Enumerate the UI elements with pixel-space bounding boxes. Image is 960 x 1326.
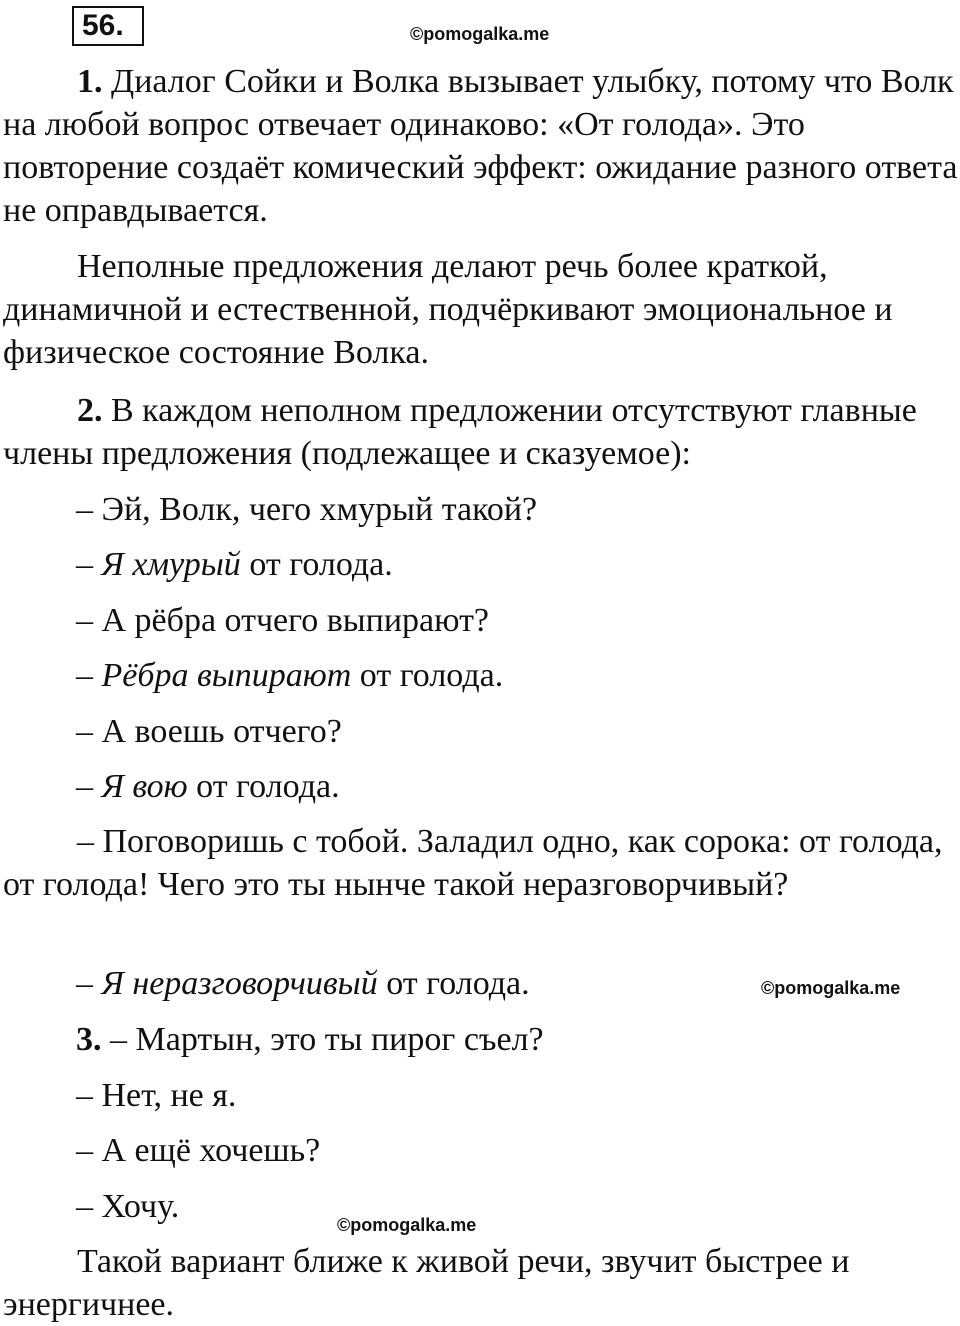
watermark-bottom: ©pomogalka.me [337, 1215, 477, 1235]
dialogue-line-1: – Эй, Волк, чего хмурый такой? [76, 491, 538, 528]
italic-phrase: Я неразговорчивый [101, 965, 378, 1002]
dash: – [76, 768, 102, 805]
rest-text: от голода. [187, 768, 340, 805]
dialogue-line-6 [76, 765, 340, 808]
paragraph-5: Такой вариант ближе к живой речи, звучит быстрее и энергичнее. [3, 1243, 850, 1323]
rest-text: от голода. [377, 965, 530, 1002]
rest-text: от голода. [351, 657, 504, 694]
dash: – [76, 546, 102, 583]
exercise-number: 56. [72, 6, 144, 46]
italic-phrase: Я хмурый [101, 546, 241, 583]
dash: – [76, 657, 102, 694]
rest-text: от голода. [240, 546, 393, 583]
dialogue-line-8 [76, 962, 530, 1005]
dialogue-line-9: – Нет, не я. [76, 1077, 237, 1114]
dialogue-line-7: – Поговоришь с тобой. Заладил одно, как сорока: от голода, от голода! Чего это ты нынче такой неразговорчивый? [3, 823, 943, 903]
dialogue-line-11: – Хочу. [76, 1188, 180, 1225]
dash: – [76, 965, 102, 1002]
item-number-2: 2. [77, 392, 103, 429]
paragraph-1-text: Диалог Сойки и Волка вызывает улыбку, потому что Волк на любой вопрос отвечает одинаково: «От голода». Это повторение создаёт комический эффект: ожидание разного ответа не оправдывается. [3, 63, 958, 229]
watermark-middle: ©pomogalka.me [761, 978, 901, 998]
paragraph-2: Неполные предложения делают речь более краткой, динамичной и естественной, подчёркивают эмоциональное и физическое состояние Волка. [3, 248, 893, 371]
item-number-1: 1. [77, 63, 103, 100]
dialogue-line-5: – А воешь отчего? [76, 713, 342, 750]
dialogue-line-10: – А ещё хочешь? [76, 1132, 321, 1169]
watermark-top: ©pomogalka.me [410, 24, 550, 44]
dialogue-line-3: – А рёбра отчего выпирают? [76, 602, 490, 639]
dialogue-line-4 [76, 654, 503, 697]
italic-phrase: Я вою [101, 768, 188, 805]
paragraph-3-text: В каждом неполном предложении отсутствуют главные члены предложения (подлежащее и сказуемое): [3, 392, 917, 472]
paragraph-1 [3, 60, 958, 232]
paragraph-4 [76, 1018, 544, 1061]
paragraph-4-text: – Мартын, это ты пирог съел? [101, 1021, 544, 1058]
dialogue-line-2 [76, 543, 393, 586]
italic-phrase: Рёбра выпирают [101, 657, 352, 694]
paragraph-3 [3, 389, 958, 475]
item-number-3: 3. [76, 1021, 102, 1058]
